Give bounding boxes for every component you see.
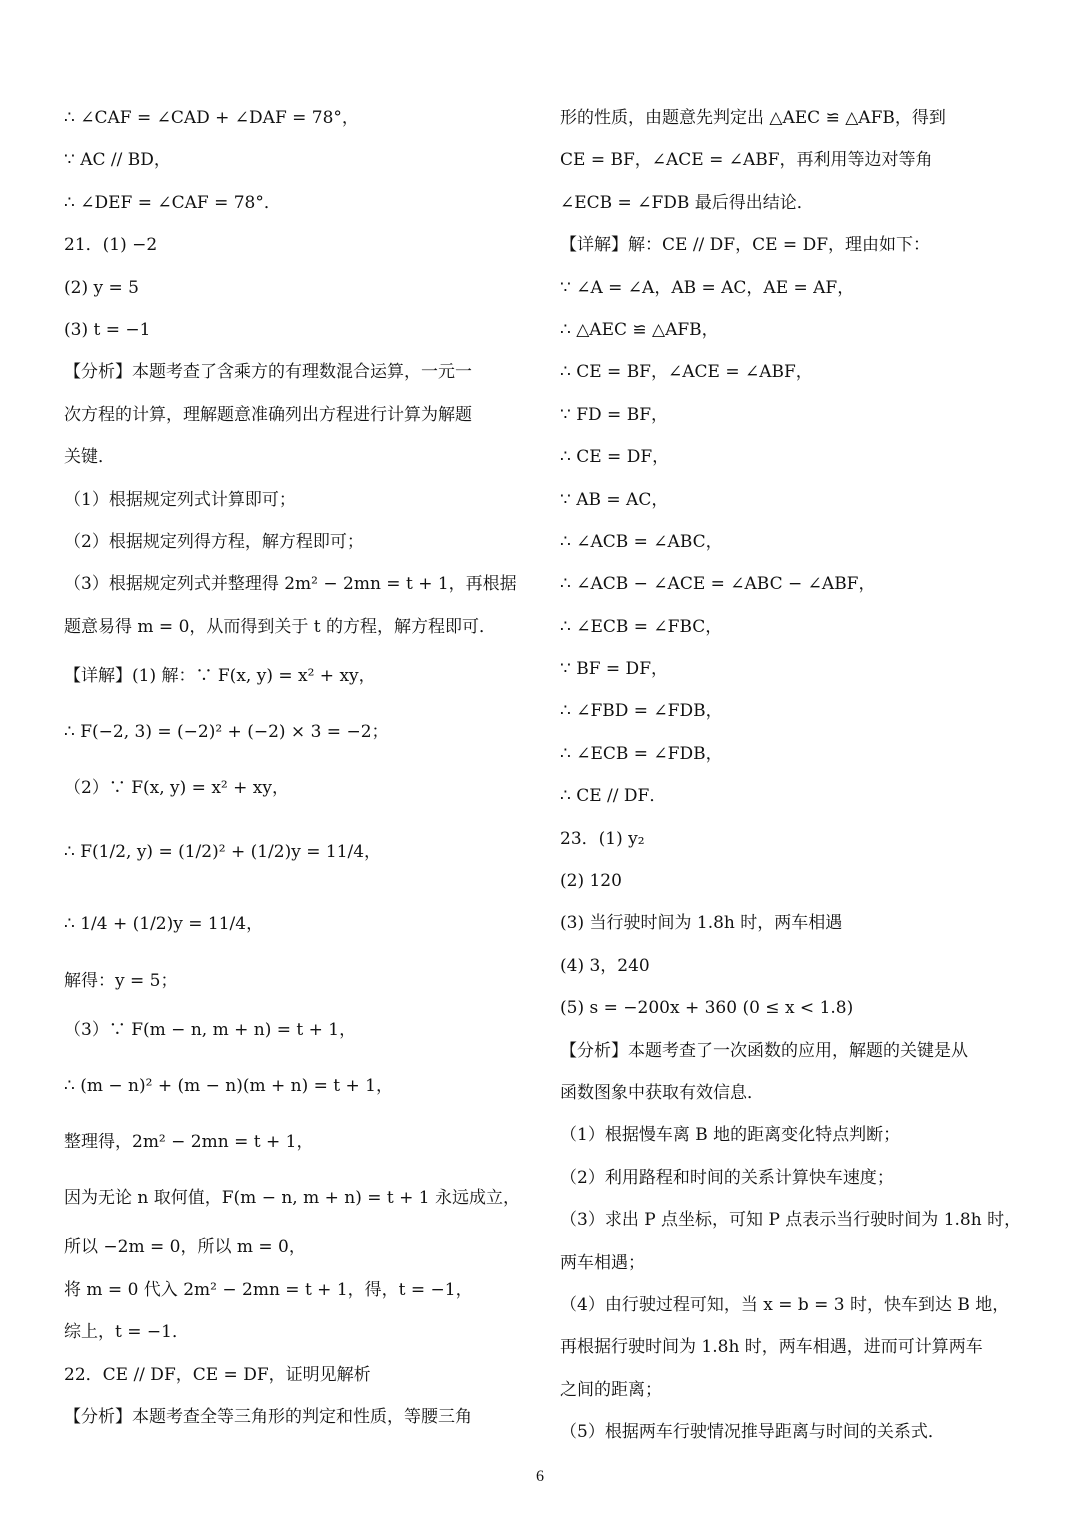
text-line: （2）利用路程和时间的关系计算快车速度； [560, 1167, 894, 1188]
text-line: 【详解】解：CE // DF，CE = DF，理由如下： [560, 235, 930, 256]
text-line: ∴ ∠ECB = ∠FDB， [560, 743, 723, 764]
text-line: （4）由行驶过程可知，当 x = b = 3 时，快车到达 B 地， [560, 1294, 1010, 1315]
text-line: 再根据行驶时间为 1.8h 时，两车相遇，进而可计算两车 [560, 1337, 983, 1358]
text-line: ∴ CE = DF， [560, 447, 670, 468]
text-line: （1）根据规定列式计算即可； [64, 489, 296, 510]
text-line: 21．(1) −2 [64, 235, 158, 256]
text-line: 23．(1) y₂ [560, 828, 645, 849]
text-line: 函数图象中获取有效信息． [560, 1082, 764, 1103]
text-line: 【分析】本题考查了一次函数的应用，解题的关键是从 [560, 1040, 968, 1061]
text-line: 题意易得 m = 0，从而得到关于 t 的方程，解方程即可． [64, 616, 497, 637]
text-line: ∴ F(−2, 3) = (−2)² + (−2) × 3 = −2； [64, 722, 389, 743]
text-line: 【分析】本题考查全等三角形的判定和性质，等腰三角 [64, 1407, 472, 1428]
text-line: ∠ECB = ∠FDB 最后得出结论． [560, 192, 814, 213]
text-line: (4) 3，240 [560, 955, 650, 976]
text-line: 22．CE // DF，CE = DF，证明见解析 [64, 1364, 371, 1385]
text-line: （5）根据两车行驶情况推导距离与时间的关系式． [560, 1422, 945, 1443]
left-column [64, 97, 534, 1438]
text-line: ∴ 1/4 + (1/2)y = 11/4， [64, 914, 264, 935]
right-column [560, 97, 1030, 1454]
text-line: ∴ ∠ACB − ∠ACE = ∠ABC − ∠ABF， [560, 574, 876, 595]
text-line: ∴ CE // DF． [560, 786, 667, 807]
text-line: 综上，t = −1． [64, 1322, 189, 1343]
text-line: ∴ ∠CAF = ∠CAD + ∠DAF = 78°， [64, 108, 359, 128]
text-line: CE = BF，∠ACE = ∠ABF，再利用等边对等角 [560, 150, 933, 171]
text-line: 形的性质，由题意先判定出 △AEC ≌ △AFB，得到 [560, 108, 946, 128]
text-line: 【分析】本题考查了含乘方的有理数混合运算，一元一 [64, 362, 472, 383]
text-line: (5) s = −200x + 360 (0 ≤ x < 1.8) [560, 998, 854, 1019]
text-line: （2）根据规定列得方程，解方程即可； [64, 531, 364, 552]
text-line: ∴ ∠DEF = ∠CAF = 78°． [64, 192, 281, 213]
text-line: （3）求出 P 点坐标，可知 P 点表示当行驶时间为 1.8h 时， [560, 1210, 1022, 1231]
text-line: ∵ AC // BD， [64, 150, 171, 171]
text-line: （3）∵ F(m − n, m + n) = t + 1， [64, 1020, 357, 1041]
text-line: ∴ ∠ECB = ∠FBC， [560, 616, 723, 637]
text-line: 【详解】(1) 解：∵ F(x, y) = x² + xy， [64, 666, 376, 687]
text-line: 关键． [64, 447, 115, 468]
text-line: ∴ △AEC ≌ △AFB， [560, 319, 719, 340]
text-line: ∵ FD = BF， [560, 404, 668, 425]
text-line: (3) 当行驶时间为 1.8h 时，两车相遇 [560, 913, 843, 934]
text-line: （1）根据慢车离 B 地的距离变化特点判断； [560, 1125, 901, 1146]
page-number: 6 [536, 1468, 544, 1485]
text-line: ∵ AB = AC， [560, 489, 669, 510]
text-line: (3) t = −1 [64, 319, 151, 340]
text-line: ∵ ∠A = ∠A，AB = AC，AE = AF， [560, 277, 855, 298]
text-line: 之间的距离； [560, 1379, 662, 1400]
text-line: ∴ ∠FBD = ∠FDB， [560, 701, 723, 722]
text-line: ∴ F(1/2, y) = (1/2)² + (1/2)y = 11/4， [64, 842, 382, 863]
text-line: 两车相遇； [560, 1252, 645, 1273]
text-line: （3）根据规定列式并整理得 2m² − 2mn = t + 1，再根据 [64, 574, 517, 595]
text-line: 因为无论 n 取何值，F(m − n, m + n) = t + 1 永远成立， [64, 1188, 521, 1209]
text-line: (2) 120 [560, 871, 622, 892]
text-line: ∴ CE = BF，∠ACE = ∠ABF， [560, 362, 813, 383]
text-line: ∵ BF = DF， [560, 659, 668, 680]
text-line: 将 m = 0 代入 2m² − 2mn = t + 1，得，t = −1， [64, 1279, 473, 1300]
text-line: 所以 −2m = 0，所以 m = 0， [64, 1237, 306, 1258]
text-line: ∴ ∠ACB = ∠ABC， [560, 531, 723, 552]
text-line: （2）∵ F(x, y) = x² + xy， [64, 778, 289, 799]
text-line: 解得：y = 5； [64, 971, 178, 992]
text-line: 整理得，2m² − 2mn = t + 1， [64, 1132, 314, 1153]
text-line: (2) y = 5 [64, 277, 139, 298]
text-line: 次方程的计算，理解题意准确列出方程进行计算为解题 [64, 404, 472, 425]
text-line: ∴ (m − n)² + (m − n)(m + n) = t + 1， [64, 1076, 393, 1097]
